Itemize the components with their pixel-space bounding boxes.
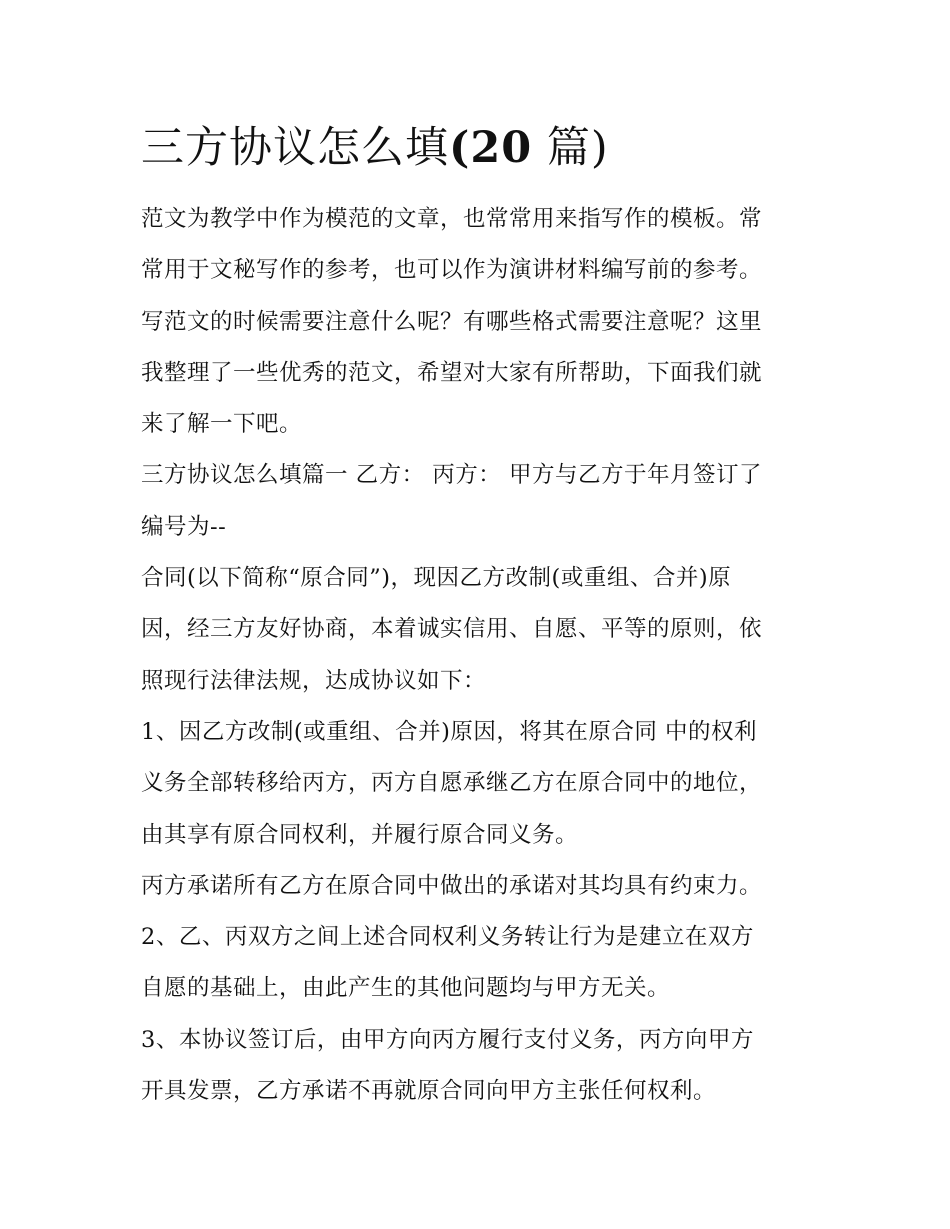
text-line: 来了解一下吧。	[141, 411, 303, 438]
text-line: 因，经三方友好协商，本着诚实信用、自愿、平等的原则，依	[141, 616, 763, 643]
text-line: 常用于文秘写作的参考，也可以作为演讲材料编写前的参考。	[141, 257, 763, 284]
text-line: 丙方承诺所有乙方在原合同中做出的承诺对其均具有约束力。	[141, 872, 763, 899]
document-title	[141, 118, 821, 178]
title-unit: 篇)	[546, 123, 609, 173]
document-content	[141, 118, 821, 1117]
document-body	[141, 194, 821, 1117]
text-line: 写范文的时候需要注意什么呢？有哪些格式需要注意呢？这里	[141, 308, 763, 335]
text-line: 照现行法律法规，达成协议如下：	[141, 667, 487, 694]
text-line: 自愿的基础上，由此产生的其他问题均与甲方无关。	[141, 975, 671, 1002]
title-count: (20	[449, 123, 533, 173]
text-line: 开具发票，乙方承诺不再就原合同向甲方主张任何权利。	[141, 1078, 717, 1105]
paragraph-contract-preamble	[141, 553, 821, 707]
paragraph-section-one-heading	[141, 450, 821, 553]
text-line: 3、本协议签订后，由甲方向丙方履行支付义务，丙方向甲方	[141, 1026, 754, 1053]
text-line: 义务全部转移给丙方，丙方自愿承继乙方在原合同中的地位，	[141, 770, 763, 797]
text-line: 三方协议怎么填篇一 乙方： 丙方： 甲方与乙方于年月签订了	[141, 462, 762, 489]
text-line: 我整理了一些优秀的范文，希望对大家有所帮助，下面我们就	[141, 359, 763, 386]
paragraph-clause-1	[141, 707, 821, 861]
title-text: 三方协议怎么填	[141, 123, 449, 173]
paragraph-intro	[141, 194, 821, 450]
text-line: 范文为教学中作为模范的文章，也常常用来指写作的模板。常	[141, 206, 763, 232]
text-line: 2、乙、丙双方之间上述合同权利义务转让行为是建立在双方	[141, 924, 754, 951]
text-line: 1、因乙方改制(或重组、合并)原因，将其在原合同 中的权利	[141, 718, 758, 745]
text-line: 编号为--	[141, 513, 227, 540]
text-line: 合同(以下简称“原合同”)，现因乙方改制(或重组、合并)原	[141, 565, 732, 592]
paragraph-commitment	[141, 861, 821, 912]
paragraph-clause-3	[141, 1015, 821, 1118]
text-line: 由其享有原合同权利，并履行原合同义务。	[141, 821, 579, 848]
paragraph-clause-2	[141, 912, 821, 1015]
